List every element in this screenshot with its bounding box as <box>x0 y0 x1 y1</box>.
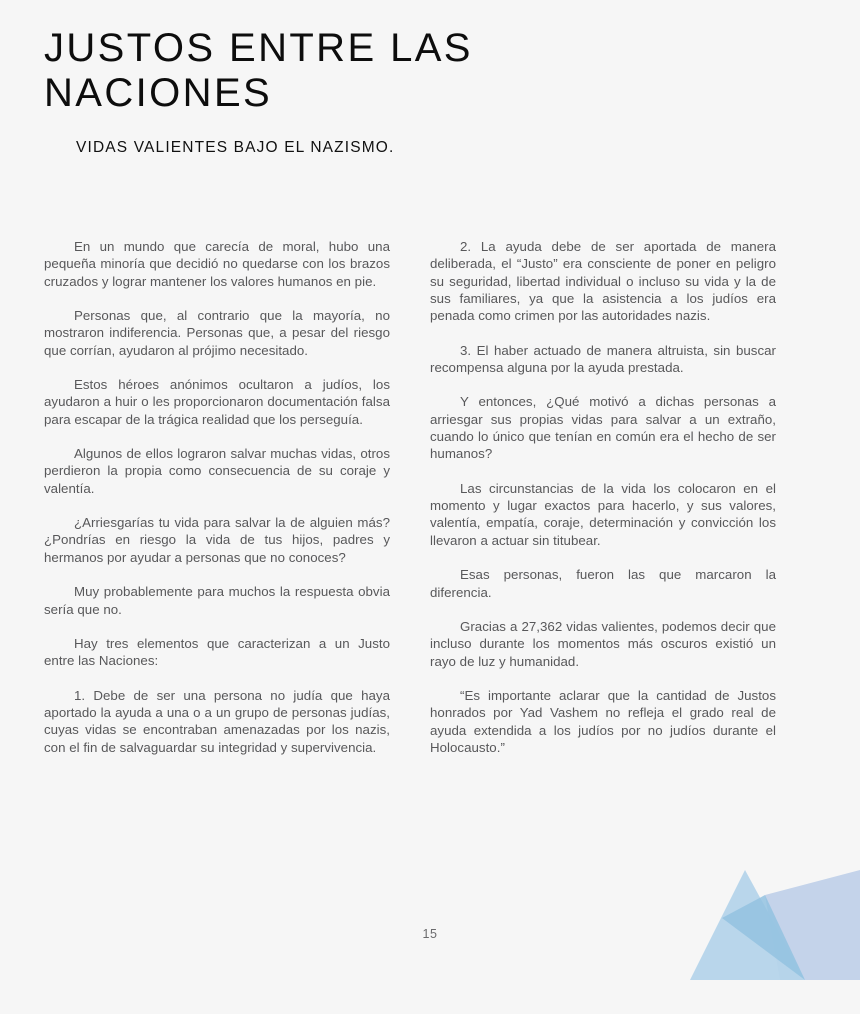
paragraph: 2. La ayuda debe de ser aportada de manera deliberada, el “Justo” era consciente de poner en peligro su seguridad, libertad individual o incluso su vida y la de sus familiares, ya que la asistencia a los judíos era penada como crimen por las autoridades nazis. <box>430 239 776 324</box>
light-triangle <box>690 870 805 980</box>
page-number: 15 <box>422 927 438 941</box>
paragraph: Hay tres elementos que caracterizan a un Justo entre las Naciones: <box>44 635 390 669</box>
paragraph: “Es importante aclarar que la cantidad de Justos honrados por Yad Vashem no refleja el grado real de ayuda extendida a los judíos por no judíos durante el Holocausto.” <box>430 687 776 755</box>
paragraph: Las circunstancias de la vida los colocaron en el momento y lugar exactos para hacerlo, y sus valores, valentía, empatía, coraje, determinación y convicción los llevaron a actuar sin titubear. <box>430 480 776 548</box>
body-columns <box>44 238 816 756</box>
left-column <box>44 238 390 756</box>
paragraph: 1. Debe de ser una persona no judía que haya aportado la ayuda a una o a un grupo de personas judías, cuyas vidas se encontraban amenazadas por los nazis, con el fin de salvaguardar su integridad y supervivencia. <box>44 687 390 755</box>
paragraph: ¿Arriesgarías tu vida para salvar la de alguien más? ¿Pondrías en riesgo la vida de tus hijos, padres y hermanos por ayudar a personas que no conoces? <box>44 515 390 565</box>
paragraph: Y entonces, ¿Qué motivó a dichas personas a arriesgar sus propias vidas para salvar a un extraño, cuando lo único que tenían en común era el hecho de ser humanos? <box>430 394 776 462</box>
paragraph: Gracias a 27,362 vidas valientes, podemos decir que incluso durante los momentos más oscuros existió un rayo de luz y humanidad. <box>430 618 776 669</box>
lavender-wedge <box>765 870 860 980</box>
paragraph: Personas que, al contrario que la mayoría, no mostraron indiferencia. Personas que, a pesar del riesgo que corrían, ayudaron al prójimo necesitado. <box>44 308 390 358</box>
paragraph: Esas personas, fueron las que marcaron la diferencia. <box>430 567 776 600</box>
paragraph: En un mundo que carecía de moral, hubo una pequeña minoría que decidió no quedarse con los brazos cruzados y lograr mantener los valores humanos en pie. <box>44 239 390 289</box>
right-column <box>430 238 776 756</box>
paragraph: Muy probablemente para muchos la respuesta obvia sería que no. <box>44 584 390 617</box>
paragraph: Algunos de ellos lograron salvar muchas vidas, otros perdieron la propia como consecuencia de su coraje y valentía. <box>44 446 390 496</box>
paragraph: 3. El haber actuado de manera altruista, sin buscar recompensa alguna por la ayuda prestada. <box>430 342 776 376</box>
paragraph: Estos héroes anónimos ocultaron a judíos, los ayudaron a huir o les proporcionaron documentación falsa para escapar de la trágica realidad que los perseguía. <box>44 377 390 427</box>
page-title: JUSTOS ENTRE LAS NACIONES <box>44 26 473 115</box>
page-header <box>44 26 816 156</box>
page-subtitle: VIDAS VALIENTES BAJO EL NAZISMO. <box>76 139 395 156</box>
